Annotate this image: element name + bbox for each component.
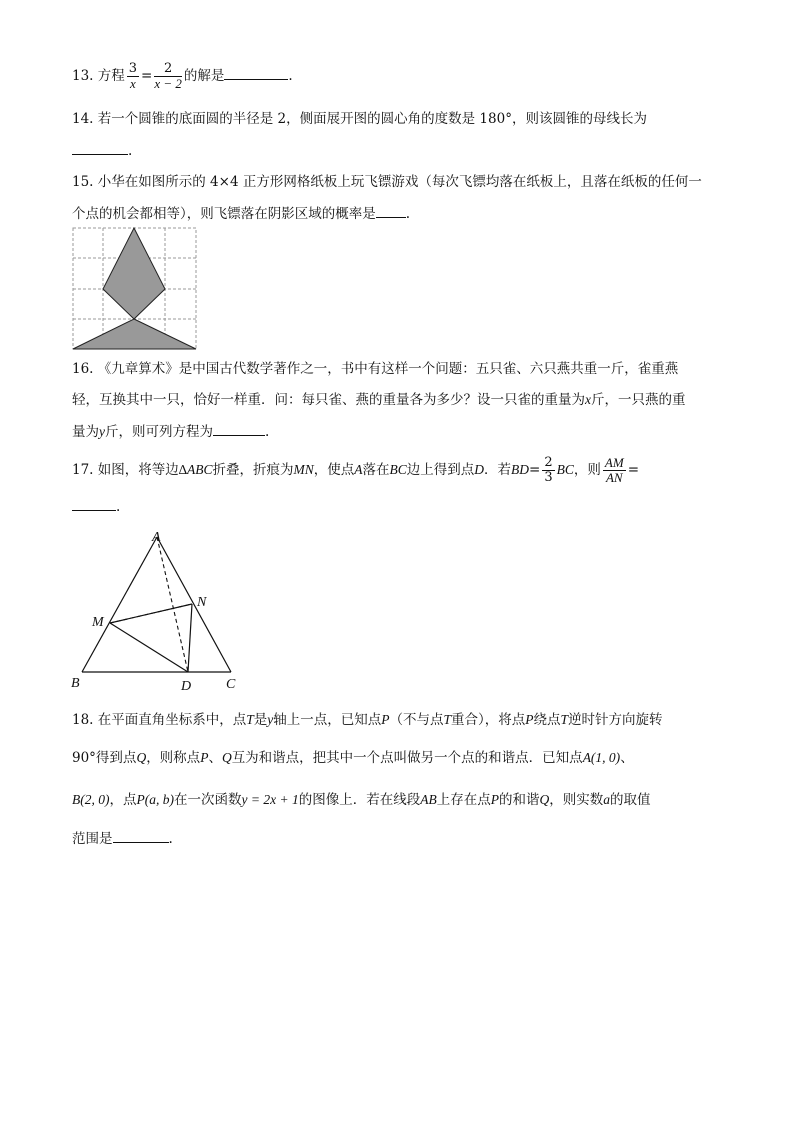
question-17: 17. 如图，将等边∆ABC折叠，折痕为MN，使点A落在BC边上得到点D．若BD= $\frac{2}{3}$ BC，则 $\frac{AM}{AN}$ = [72, 455, 639, 485]
q15-answer-blank[interactable] [376, 203, 406, 218]
q14-answer-blank[interactable] [72, 140, 128, 155]
question-18-line3: B(2, 0)，点P(a, b)在一次函数y = 2x + 1的图像上．若在线段AB上存在点P的和谐Q，则实数a的取值 [72, 792, 651, 808]
q16-answer-blank[interactable] [213, 421, 265, 436]
question-16-line2: 轻，互换其中一只，恰好一样重．问：每只雀、燕的重量各为多少？设一只雀的重量为x斤，一只燕的重 [72, 392, 686, 408]
q13-fraction-1: $\frac{3}{x}$ [128, 61, 138, 91]
question-18-line4: 范围是 . [72, 828, 173, 849]
q17-ratio: $\frac{AM}{AN}$ [604, 455, 624, 485]
q13-fraction-2: $\frac{2}{x - 2}$ [154, 61, 182, 91]
question-14-answer: . [72, 140, 132, 161]
segment-md [110, 623, 188, 672]
edge-ab [82, 537, 157, 672]
question-15-line2: 个点的机会都相等），则飞镖落在阴影区域的概率是 . [72, 203, 410, 224]
label-m: M [92, 615, 104, 630]
question-13: 13. 方程 $\frac{3}{x}$ = $\frac{2}{x - 2}$ 的解是 . [72, 61, 293, 91]
question-14: 14. 若一个圆锥的底面圆的半径是 2，侧面展开图的圆心角的度数是 180°，则该圆锥的母线长为 [72, 111, 647, 127]
q18-answer-blank[interactable] [113, 828, 169, 843]
label-a: A [152, 530, 161, 545]
question-15: 15. 小华在如图所示的 4×4 正方形网格纸板上玩飞镖游戏（每次飞镖均落在纸板上，且落在纸板的任何一 [72, 174, 702, 190]
segment-nd [188, 604, 192, 672]
question-17-answer: . [72, 496, 120, 517]
segment-ad-dashed [157, 537, 188, 672]
q17-fraction: $\frac{2}{3}$ [544, 455, 553, 485]
q13-label: 13. 方程 [72, 68, 125, 84]
label-d: D [181, 679, 192, 694]
label-n: N [197, 595, 207, 610]
shaded-kite [103, 228, 165, 319]
question-16: 16. 《九章算术》是中国古代数学著作之一，书中有这样一个问题：五只雀、六只燕共重一斤，雀重燕 [72, 361, 679, 377]
figure-15-grid [72, 227, 198, 351]
label-b: B [71, 676, 80, 691]
q13-answer-blank[interactable] [224, 65, 288, 80]
shaded-triangle [73, 319, 196, 349]
figure-17-triangle [66, 525, 256, 695]
question-18: 18. 在平面直角坐标系中，点T是y轴上一点，已知点P（不与点T重合），将点P绕点T逆时针方向旋转 [72, 712, 663, 728]
q17-answer-blank[interactable] [72, 496, 116, 511]
label-c: C [226, 677, 236, 692]
question-16-line3: 量为y斤，则可列方程为 . [72, 421, 269, 442]
edge-ac [157, 537, 231, 672]
question-18-line2: 90°得到点Q，则称点P、Q互为和谐点，把其中一个点叫做另一个点的和谐点．已知点A(1, 0)、 [72, 750, 634, 766]
